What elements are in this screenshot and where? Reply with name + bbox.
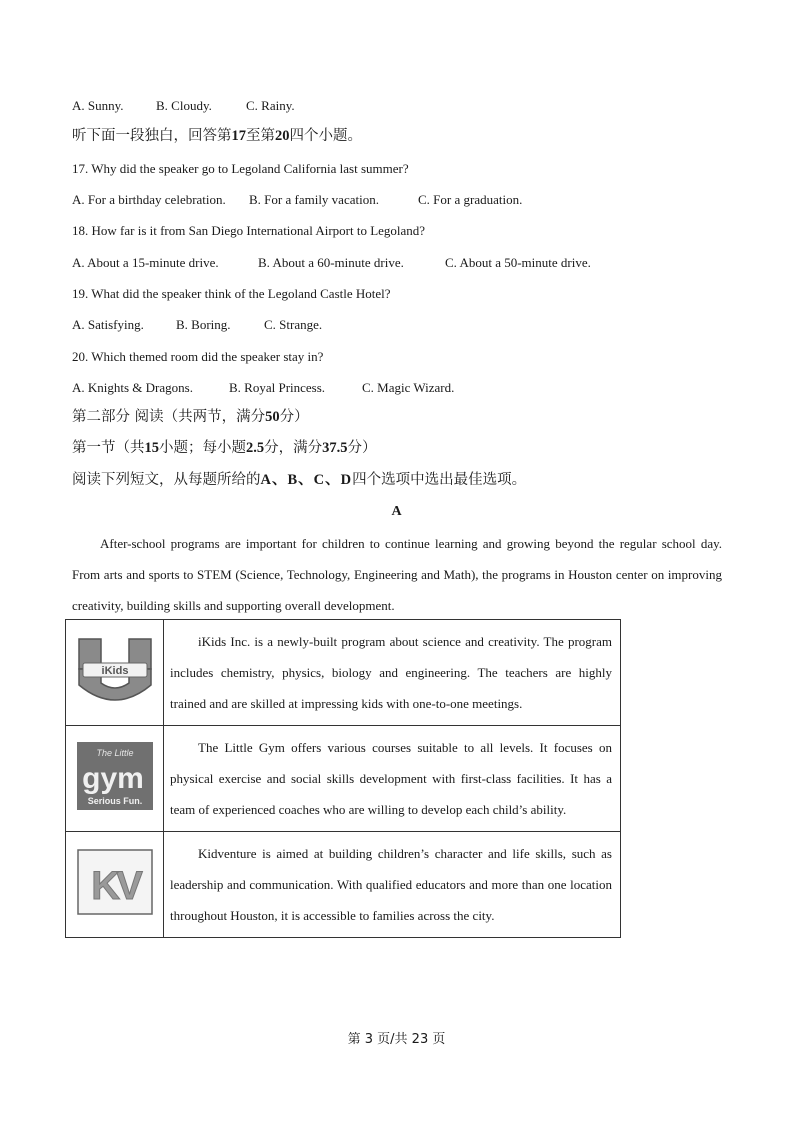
program-row <box>66 620 621 726</box>
question-options <box>72 255 591 271</box>
program-description <box>164 726 621 832</box>
question-options <box>72 192 522 208</box>
heading-text: 分，满分 <box>264 440 323 456</box>
little-gym-logo-cell <box>66 726 164 832</box>
option-a: A. Satisfying. <box>72 317 144 332</box>
kidventure-logo <box>77 849 153 915</box>
little-gym-logo <box>77 742 153 810</box>
kidventure-logo-cell <box>66 832 164 938</box>
instruction-text: 阅读下列短文，从每题所给的 <box>72 472 261 488</box>
program-row <box>66 726 621 832</box>
reading-instruction <box>72 472 526 488</box>
instruction-text: 四个选项中选出最佳选项。 <box>352 472 527 488</box>
question-count: 15 <box>144 440 159 456</box>
ikids-logo-cell <box>66 620 164 726</box>
option-c: C. About a 50-minute drive. <box>445 255 591 270</box>
section1-heading <box>72 440 377 456</box>
part2-heading <box>72 409 309 425</box>
program-description <box>164 832 621 938</box>
option-b: B. Cloudy. <box>156 98 212 113</box>
question-stem: 17. Why did the speaker go to Legoland California last summer? <box>72 161 409 176</box>
program-text: The Little Gym offers various courses suitable to all levels. It focuses on physical exercise and social skills development with first-class facilities. It has a team of experienced coaches who are willing to develop each child’s ability. <box>170 740 612 817</box>
option-c: C. Magic Wizard. <box>362 380 455 395</box>
heading-text: 第二部分 阅读（共两节，满分 <box>72 409 266 425</box>
question-number: 17 <box>231 128 246 144</box>
option-a: A. Sunny. <box>72 98 124 113</box>
heading-text: 小题；每小题 <box>159 440 246 456</box>
passage-intro: After-school programs are important for children to continue learning and growing beyond the regular school day. From arts and sports to STEM (Science, Technology, Engineering and Math), the programs in Houston center on improving creativity, building skills and supporting overall development. <box>72 536 722 613</box>
option-c: C. For a graduation. <box>418 192 523 207</box>
question-stem: 20. Which themed room did the speaker stay in? <box>72 349 324 364</box>
option-b: B. Royal Princess. <box>229 380 326 395</box>
heading-text: 分） <box>347 440 377 456</box>
listening-instruction <box>72 128 362 144</box>
score-value: 50 <box>265 409 280 425</box>
option-letters: A、B、C、D <box>260 472 353 488</box>
option-b: B. Boring. <box>176 317 231 332</box>
little-gym-logo-main: gym <box>81 762 144 795</box>
option-a: A. Knights & Dragons. <box>72 380 193 395</box>
option-a: A. For a birthday celebration. <box>72 192 226 207</box>
passage-label: A <box>391 504 402 519</box>
question-options <box>72 317 322 333</box>
little-gym-logo-top: The Little <box>95 748 134 758</box>
program-text: iKids Inc. is a newly-built program about science and creativity. The program includes chemistry, physics, biology and engineering. The teachers are highly trained and are skilled at impressing kids with one-to-one meetings. <box>170 634 612 711</box>
instruction-text: 至第 <box>246 128 275 144</box>
programs-table <box>65 619 621 938</box>
ikids-logo-text: iKids <box>101 665 128 677</box>
program-description <box>164 620 621 726</box>
program-row <box>66 832 621 938</box>
question-options <box>72 380 454 396</box>
heading-text: 分） <box>279 409 309 425</box>
kidventure-logo-text: KV <box>90 864 139 908</box>
q16-options <box>72 98 295 114</box>
page-footer: 第 3 页/共 23 页 <box>347 1032 446 1047</box>
option-c: C. Rainy. <box>246 98 295 113</box>
total-score: 37.5 <box>322 440 348 456</box>
heading-text: 第一节（共 <box>72 440 145 456</box>
option-c: C. Strange. <box>264 317 323 332</box>
per-question-score: 2.5 <box>246 440 265 456</box>
question-stem: 19. What did the speaker think of the Legoland Castle Hotel? <box>72 286 391 301</box>
instruction-text: 听下面一段独白，回答第 <box>72 128 232 144</box>
program-text: Kidventure is aimed at building children’s character and life skills, such as leadership and communication. With qualified educators and more than one location throughout Houston, it is accessible to families across the city. <box>170 846 612 923</box>
question-stem: 18. How far is it from San Diego International Airport to Legoland? <box>72 223 426 238</box>
ikids-logo <box>77 635 153 705</box>
little-gym-logo-bottom: Serious Fun. <box>87 796 142 806</box>
option-b: B. For a family vacation. <box>249 192 379 207</box>
option-a: A. About a 15-minute drive. <box>72 255 219 270</box>
question-number: 20 <box>275 128 290 144</box>
instruction-text: 四个小题。 <box>289 128 362 144</box>
option-b: B. About a 60-minute drive. <box>258 255 404 270</box>
